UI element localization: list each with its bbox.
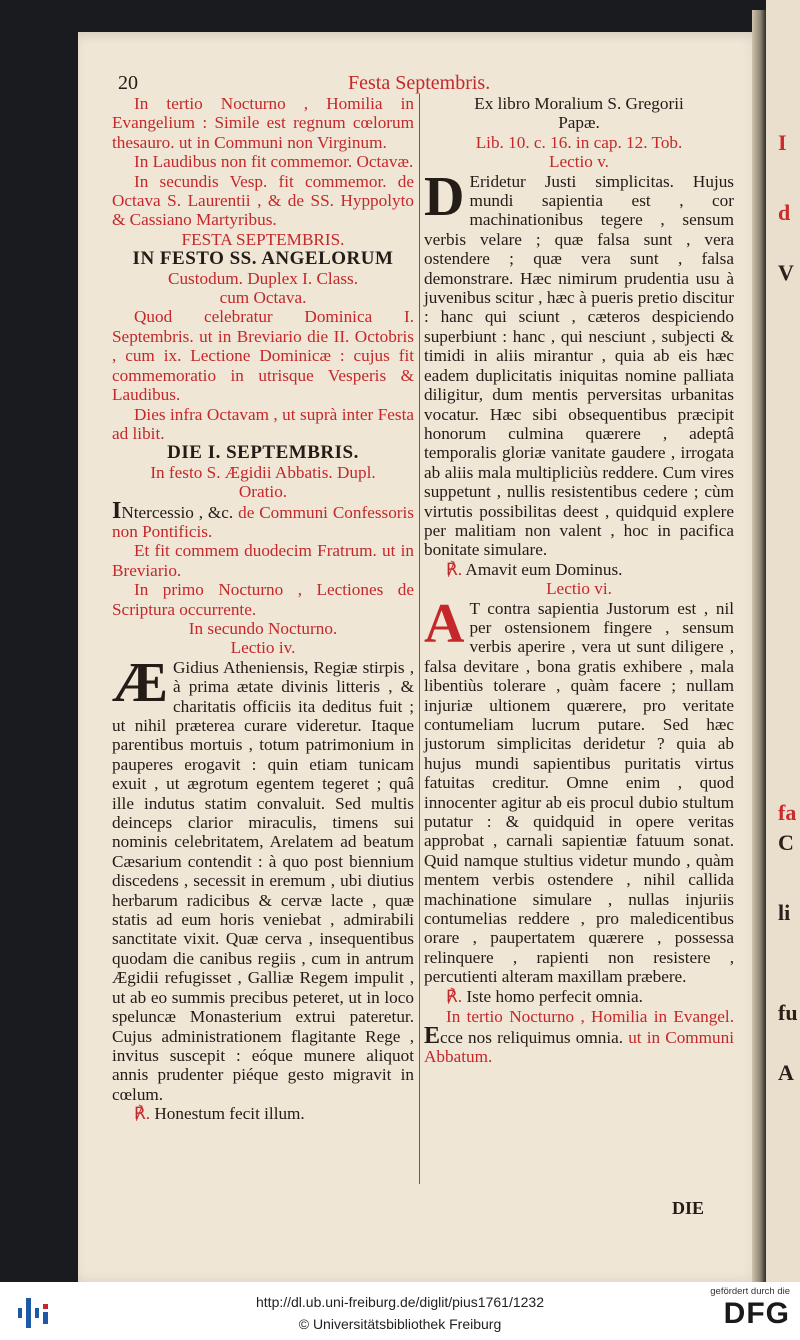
response-sign: ℟. <box>134 1104 151 1124</box>
rubric-heading: Lib. 10. c. 16. in cap. 12. Tob. <box>475 132 683 152</box>
drop-cap-initial: Æ <box>112 651 168 714</box>
oratio-line <box>112 497 414 542</box>
drop-cap-initial: A <box>424 592 465 655</box>
responsory <box>112 1104 414 1123</box>
lesson-text <box>424 165 734 560</box>
feast-title: IN FESTO SS. ANGELORUM <box>132 248 394 270</box>
lesson-body: Eridetur Justi simplicitas. Hujus mundi sapientia est , cor machinationibus tegere , sensum verbis velare ; quæ falsa sunt , vera ostendere ; quæ vera sunt , falsa demonstrare. Hæc nimirum prudentia usu à juvenibus scitur , hæc à pueris pretio discitur : hanc qui sciunt , cæteros despiciendo superbiunt : hanc , qui nesciunt , subjecti & timidi in aliis mirantur , quia ab eis hæc eadem duplicitatis iniquitas nomine palliata diligitur, dum mentis perversitas urbanitas vocatur. Hæc sibi obsequentibus præcipit honorum culmina quærere , adeptâ temporalis gloriæ vanitate gaudere , irrogata ab aliis mala multipliciùs reddere. Cum vires suppetunt , nullis resistentibus cedere ; cùm virtutis possibilitas deest , quidquid explere per malitiam non valent , hoc in pacifica bonitate simulare. <box>424 171 734 560</box>
rubric-paragraph: Quod celebratur Dominica I. Septembris. ut in Breviario die II. Octobris , cum ix. Lectione Dominicæ : cujus fit commemoratio in utrisque Vesperis & Laudibus. <box>112 307 414 405</box>
rubric-text: de Communi Confessoris non Pontificis. <box>112 502 414 541</box>
rubric-paragraph: In primo Nocturno , Lectiones de Scriptura occurrente. <box>112 580 414 619</box>
lesson-body: Gidius Atheniensis, Regiæ stirpis , à prima ætate divinis litteris , & charitatis officiis ita deditus fuit ; ut nihil præterea curare videretur. Itaque parentibus mortuis , totum patrimonium in pauperes erogavit : quin etiam tunicam exuit , ut ægrotum egentem tegeret ; quâ ille indutus statim convaluit. Sed multis deinceps clarior miraculis, timens sui nominis celebritatem, Arelatem ad beatum Cæsarium contendit : à quo post biennium discedens , secessit in eremum , ubi diutius herbarum radicibus & cervæ lacte , quæ statis ad eum horis veniebat , admirabili sanctitate vixit. Quæ cerva , insequentibus quodam die canibus regiis , cum in antrum Ægidii refugisset , Galliæ Regem impulit , ut ab eo summis precibus peteret, ut in loco speluncæ Monasterium extrui pateretur. Cujus administrationem flagitante Rege , invitus suscepit : eóque munere aliquot annis prudenter piéque gesto migravit in cœlum. <box>112 657 414 1104</box>
column-divider <box>419 94 420 1184</box>
responsory <box>424 987 734 1006</box>
line-initial: I <box>112 497 122 524</box>
dfg-caption: gefördert durch die <box>710 1286 790 1297</box>
viewer-footer <box>0 1282 800 1340</box>
running-title: Festa Septembris. <box>348 72 491 94</box>
rubric-paragraph: Dies infra Octavam , ut suprà inter Festa ad libit. <box>112 404 414 443</box>
lesson-body: T contra sapientia Justorum est , nil per ostensionem fingere , sensum verbis aperire , vera ut sunt diligere , falsa devitare , bona gratis exhibere , mala libentiùs tolerare , quàm facere ; nullam injuriæ ultionem quærere, pro veritate contumeliam lucrum putare. Sed hæc justorum simplicitas deridetur ? quia ab hujus mundi sapientibus puritatis virtus fatuitas creditur. Omne enim , quod innocenter agitur ab eis procul dubio stultum putatur : & quidquid in opere veritas approbat , carnali sapientiæ fatuum sonat. Quid namque stultius videtur mundo , quàm mentem verbis ostendere , nihil callida machinatione simulare , nullas injuriis contumelias reddere , pro maledicentibus orare , paupertatem quærere , possessa relinquere , rapienti non resistere , percutienti alteram maxillam præbere. <box>424 598 734 987</box>
facing-page-fragment: A <box>778 1060 794 1085</box>
page-number: 20 <box>118 72 138 94</box>
incipit-text: Ntercessio , &c. <box>121 502 234 522</box>
rubric-heading: In festo S. Ægidii Abbatis. Dupl. <box>150 462 376 482</box>
dfg-funding-logo <box>700 1286 790 1336</box>
rubric-heading: In secundo Nocturno. <box>188 618 338 638</box>
facing-page-fragment: fa <box>778 800 797 825</box>
rubric-heading: Lectio iv. <box>230 638 296 658</box>
lesson-text <box>424 592 734 987</box>
line-initial: E <box>424 1022 441 1049</box>
document-url-link[interactable]: http://dl.ub.uni-freiburg.de/diglit/pius1761/1232 <box>256 1294 544 1310</box>
left-column <box>112 94 414 1124</box>
rubric-heading: Lectio v. <box>549 152 609 172</box>
rubric-paragraph: In secundis Vesp. fit commemor. de Octava S. Laurentii , & de SS. Hyppolyto & Cassiano Martyribus. <box>112 171 414 230</box>
rubric-heading: Oratio. <box>238 482 288 502</box>
copyright-notice: © Universitätsbibliothek Freiburg <box>298 1316 502 1332</box>
facing-page-edge <box>766 0 800 1282</box>
source-heading: Papæ. <box>558 113 600 133</box>
facing-page-fragment: C <box>778 830 794 855</box>
response-sign: ℟. <box>446 559 463 579</box>
rubric-paragraph: Et fit commem duodecim Fratrum. ut in Breviario. <box>112 541 414 580</box>
facing-page-fragment: li <box>778 900 791 925</box>
rubric-heading: Custodum. Duplex I. Class. <box>167 268 359 288</box>
responsory <box>424 560 734 579</box>
facing-page-fragment: I <box>778 130 787 155</box>
homily-rubric <box>424 1006 734 1066</box>
drop-cap-initial: D <box>424 165 465 228</box>
incipit-text: cce nos reliquimus omnia. <box>440 1027 624 1047</box>
rubric-paragraph: In tertio Nocturno , Homilia in Evangelium : Simile est regnum cœlorum thesauro. ut in Communi non Virginum. <box>112 94 414 152</box>
rubric-text: In tertio Nocturno , Homilia in Evangel. <box>446 1007 734 1027</box>
response-text: Iste homo perfecit omnia. <box>462 986 643 1006</box>
rubric-text: ut in Communi Abbatum. <box>424 1027 734 1066</box>
response-sign: ℟. <box>446 986 463 1006</box>
catchword: DIE <box>672 1198 705 1218</box>
book-spine <box>752 10 766 1282</box>
rubric-heading: FESTA SEPTEMBRIS. <box>181 229 345 249</box>
lesson-text <box>112 651 414 1104</box>
rubric-paragraph: In Laudibus non fit commemor. Octavæ. <box>134 152 414 172</box>
dfg-logo-text: DFG <box>723 1297 790 1330</box>
rubric-heading: cum Octava. <box>219 288 307 308</box>
response-text: Amavit eum Dominus. <box>462 559 623 579</box>
facing-page-fragment: fu <box>778 1000 798 1025</box>
facing-page-fragment: d <box>778 200 791 225</box>
facing-page-fragment: V <box>778 260 794 285</box>
response-text: Honestum fecit illum. <box>150 1104 305 1124</box>
right-column <box>424 94 734 1066</box>
source-heading: Ex libro Moralium S. Gregorii <box>474 94 684 113</box>
rubric-heading: Lectio vi. <box>546 579 612 599</box>
feast-title: DIE I. SEPTEMBRIS. <box>167 442 359 464</box>
